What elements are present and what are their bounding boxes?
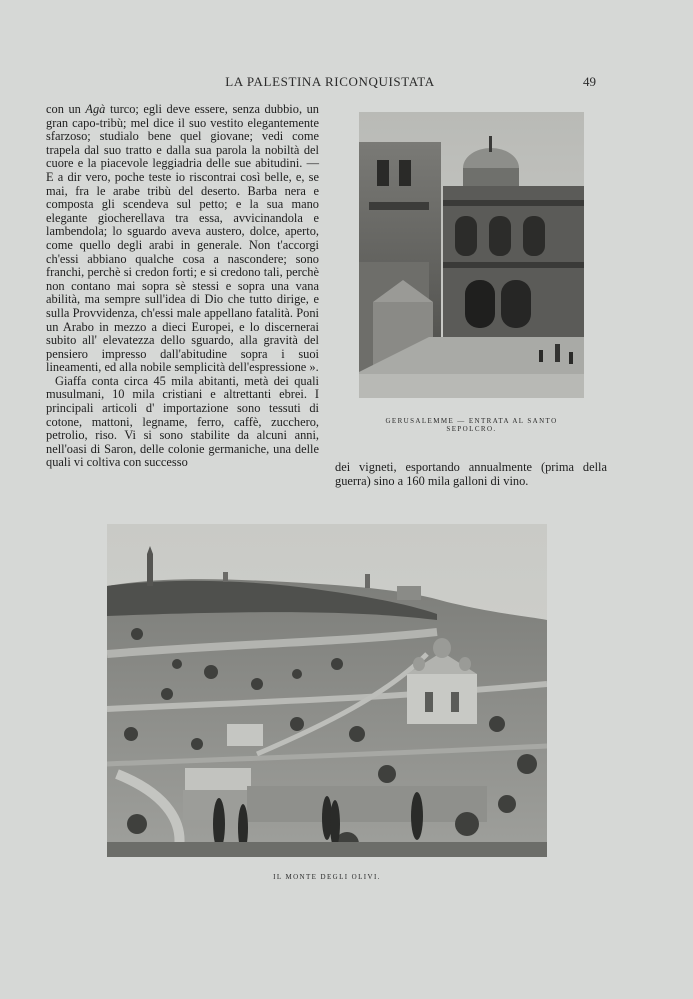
holy-sepulchre-caption: GERUSALEMME — ENTRATA AL SANTO SEPOLCRO. <box>385 417 558 433</box>
paragraph-1-rest: turco; egli deve essere, senza dubbio, un gran capo-tribù; mel dice il suo vestito elegantemente sfarzoso; studialo bene quel giovane; vedi come trapela dal suo tratto e dalla sua parola la nobiltà del cuore e la piacevole leggiadria delle sue abitudini. — E a dir vero, poche teste io riscontrai così belle, e, se mai, fra le arabe tribù del deserto. Barba nera e composta gli scendeva sul petto; e la sua mano elegante giocherellava tra essa, avvicinandola e lambendola; lo sguardo aveva austero, dolce, aperto, come quello degli arabi in generale. Non t'accorgi ch'essi abbiano qualche cosa a nascondere; sono franchi, perchè si credon forti; e si credono tali, perchè non contano mai sopra sè stessi e sopra una vana abilità, ma sempre sull'idea di Dio che tutto dirige, e sulla Provvidenza, ch'essi male appellano fatalità. Poni un Arabo in mezzo a dieci Europei, e lo discernerai subito all' elevatezza dello sguardo, alla gravità del pensiero impresso dall'abitudine sopra i suoi lineamenti, ed alla nobile semplicità dell'espressione ». <box>46 102 319 375</box>
paragraph-1-italic-word: Agà <box>85 102 106 116</box>
right-text-column <box>335 461 607 488</box>
paragraph-2: Giaffa conta circa 45 mila abitanti, metà dei quali musulmani, 10 mila cristiani e altrettanti ebrei. I principali articoli d' importazione sono tessuti di cotone, mattoni, legname, ferro, caffè, zucchero, petrolio, riso. Vi si sono stabilite da alcuni anni, nell'oasi di Saron, delle colonie germaniche, una delle quali vi coltiva con successo <box>46 373 319 470</box>
page-number: 49 <box>583 74 596 89</box>
mount-of-olives-illustration <box>107 524 547 857</box>
left-text-column <box>46 103 319 470</box>
mount-of-olives-caption: IL MONTE DEGLI OLIVI. <box>273 873 381 881</box>
paragraph-1 <box>46 103 319 375</box>
holy-sepulchre-illustration <box>359 112 584 398</box>
paragraph-continuation: dei vigneti, esportando annualmente (prima della guerra) sino a 160 mila galloni di vino. <box>335 460 607 488</box>
holy-sepulchre-photo <box>359 112 584 398</box>
mount-of-olives-photo <box>107 524 547 857</box>
paragraph-1-start: con un <box>46 102 86 116</box>
running-title: LA PALESTINA RICONQUISTATA <box>225 74 435 89</box>
